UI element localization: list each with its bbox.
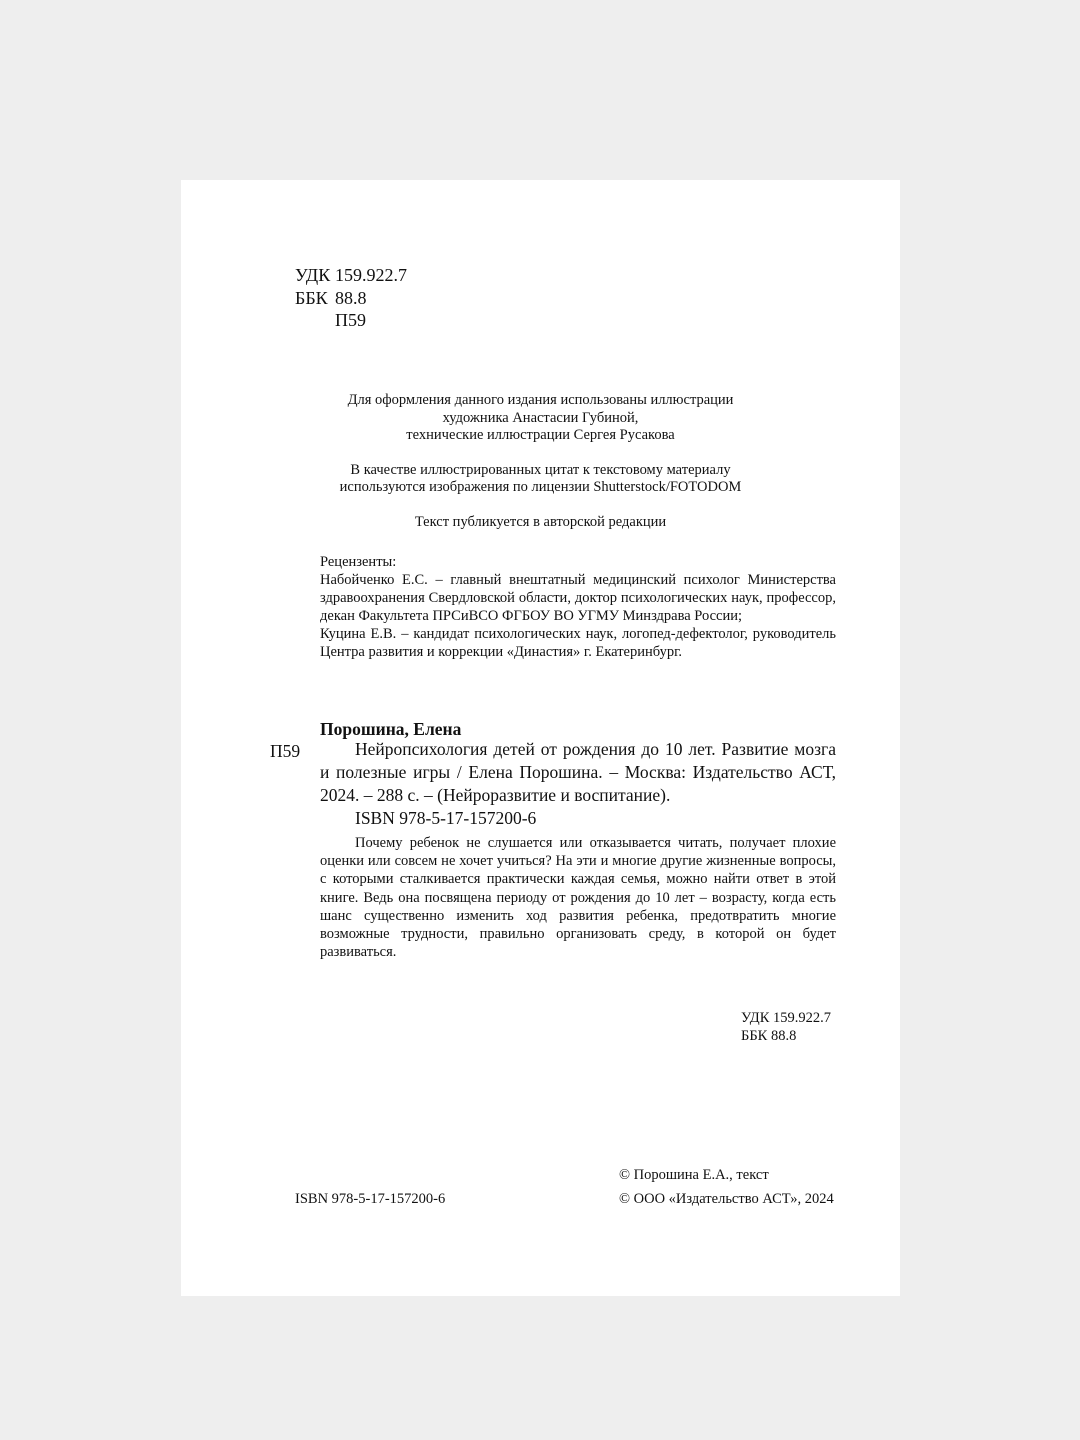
- license-line: В качестве иллюстрированных цитат к текстовому материалу: [350, 461, 731, 478]
- reviewer-first: Набойченко Е.С. – главный внештатный медицинский психолог Министерства здравоохранения Свердловской области, доктор психологических наук, профессор, декан Факультета ПРСиВСО ФГБОУ ВО УГМУ Минздрава России;: [320, 572, 836, 624]
- bib-description-text: Нейропсихология детей от рождения до 10 лет. Развитие мозга и полезные игры / Елена Порошина. – Москва: Издательство АСТ, 2024. – 288 с. – (Нейроразвитие и воспитание).: [320, 739, 836, 805]
- credit-line: художника Анастасии Губиной,: [442, 409, 639, 426]
- illustration-credits: [156, 392, 925, 531]
- copyright-block: [619, 1163, 834, 1211]
- bbk-row: [295, 287, 407, 310]
- copyright-text: © Порошина Е.А., текст: [619, 1167, 769, 1183]
- udk-label: УДК: [295, 265, 331, 285]
- annotation-text: Почему ребенок не слушается или отказывается читать, получает плохие оценки или совсем не хочет учиться? На эти и многие другие жизненные вопросы, с которыми сталкивается практически каждая семья, можно найти ответ в этой книге. Ведь она посвящена периоду от рождения до 10 лет – возрасту, когда есть шанс существенно изменить ход развития ребенка, предотвратить многие возможные трудности, правильно организовать среду, в которой он будет развиваться.: [320, 835, 836, 961]
- bbk-label: ББК: [295, 287, 328, 308]
- copyright-publisher: © ООО «Издательство АСТ», 2024: [619, 1191, 834, 1207]
- bbk-value: 88.8: [335, 287, 367, 308]
- reviewer-second: Куцина Е.В. – кандидат психологических наук, логопед-дефектолог, руководитель Центра развития и коррекции «Династия» г. Екатеринбург.: [320, 626, 836, 660]
- author-mark: П59: [335, 310, 366, 330]
- credit-line: технические иллюстрации Сергея Русакова: [406, 427, 675, 443]
- imprint-page: [181, 180, 900, 1296]
- reviewers-heading: Рецензенты:: [320, 554, 397, 570]
- reviewers-block: [320, 553, 836, 661]
- annotation-block: [320, 834, 836, 961]
- classification-codes-small: [741, 1010, 831, 1045]
- classification-codes: [295, 264, 407, 332]
- license-line: используются изображения по лицензии Shutterstock/FOTODOM: [339, 479, 742, 495]
- isbn-main: ISBN 978-5-17-157200-6: [355, 808, 537, 828]
- isbn-footer: ISBN 978-5-17-157200-6: [295, 1191, 446, 1207]
- udk-value: 159.922.7: [335, 265, 407, 285]
- author-heading: Порошина, Елена: [320, 719, 462, 739]
- udk-row: [295, 264, 407, 287]
- bbk-small: ББК 88.8: [741, 1027, 797, 1044]
- credit-line: Для оформления данного издания использованы иллюстрации: [347, 392, 734, 408]
- udk-small: УДК 159.922.7: [741, 1010, 831, 1026]
- author-edition-note: Текст публикуется в авторской редакции: [414, 513, 667, 530]
- bibliographic-code: П59: [270, 741, 301, 761]
- bibliographic-description: [320, 738, 836, 807]
